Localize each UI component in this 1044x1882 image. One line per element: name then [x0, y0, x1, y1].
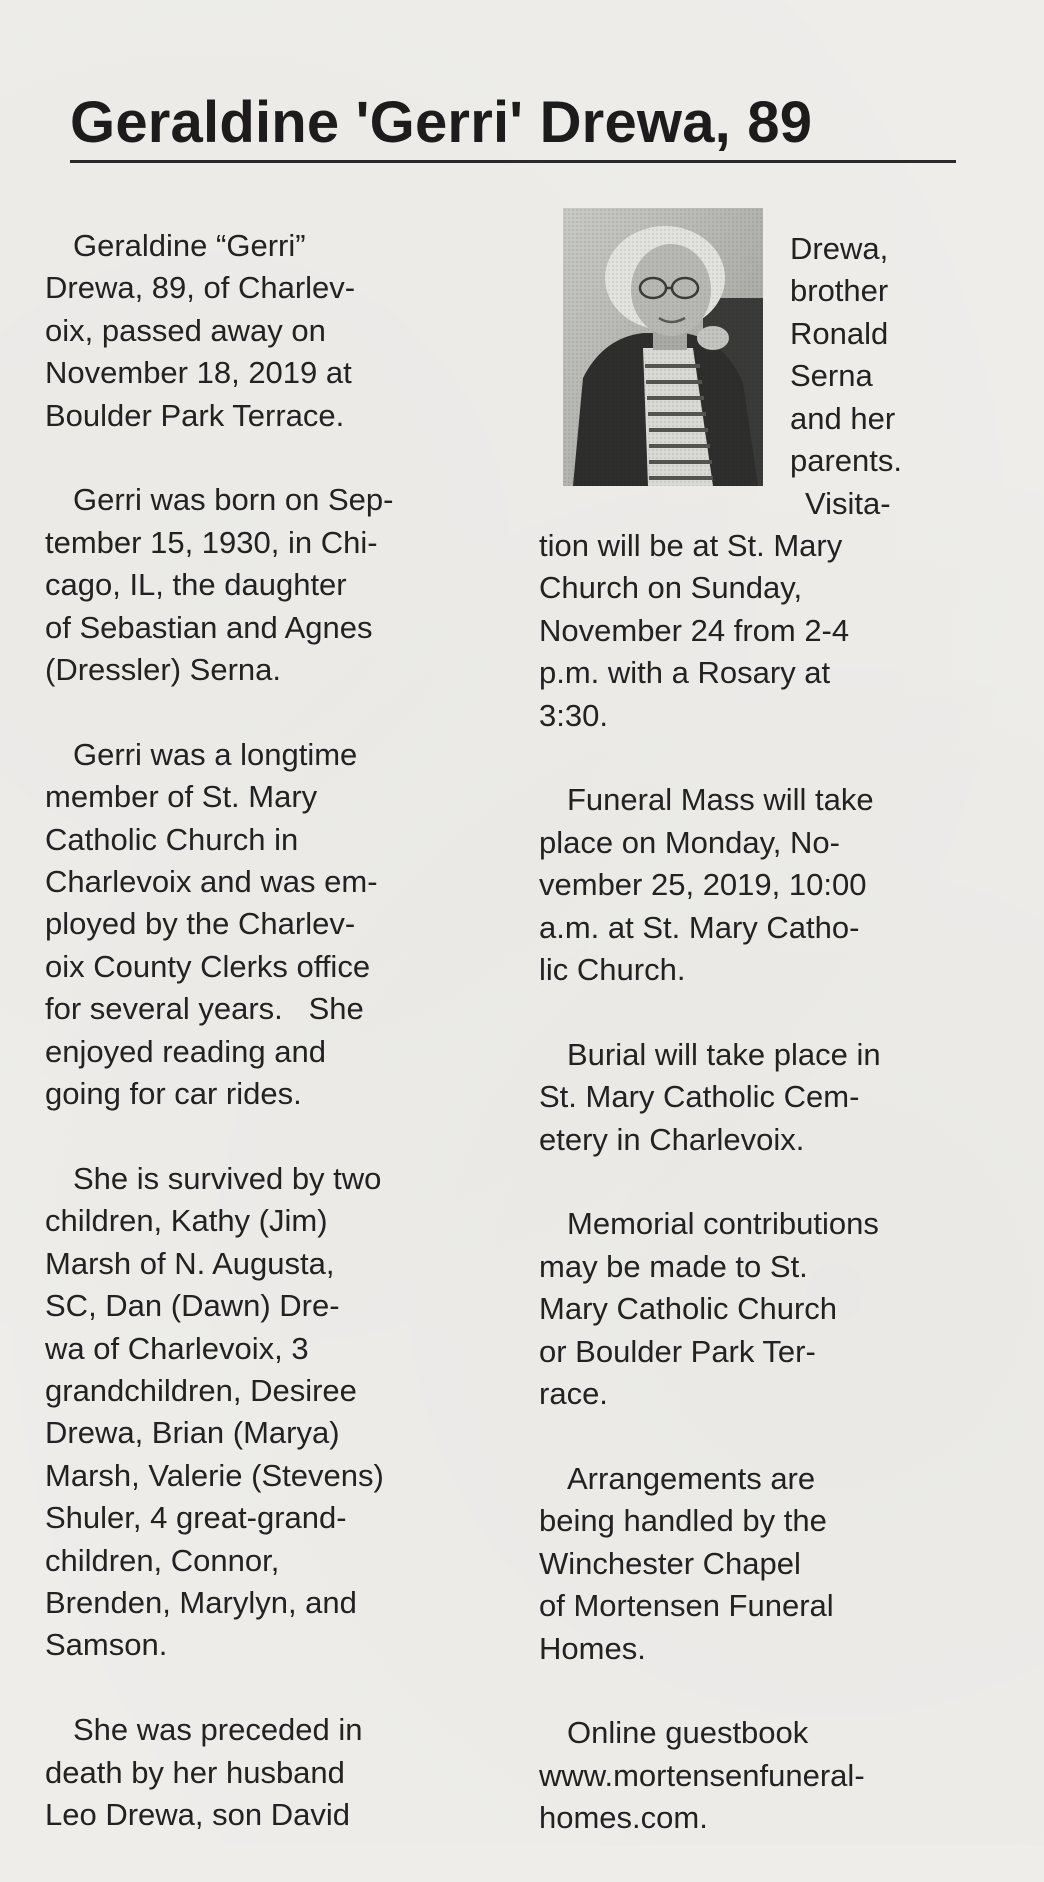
text-line: Drewa, — [790, 231, 889, 266]
text-line: Arrangements are — [567, 1460, 816, 1496]
text-line: She was preceded in — [73, 1712, 363, 1748]
text-line: Online guestbook — [567, 1715, 809, 1751]
text-line: may be made to St. — [539, 1248, 808, 1284]
text-line: race. — [539, 1376, 608, 1412]
text-line: St. Mary Catholic Cem- — [539, 1079, 860, 1115]
right-column — [539, 525, 1009, 1882]
text-line: a.m. at St. Mary Catho- — [539, 909, 860, 945]
text-line: member of St. Mary — [45, 779, 318, 815]
text-line: lic Church. — [539, 952, 686, 988]
text-line: going for car rides. — [45, 1076, 302, 1112]
text-line: Brenden, Marylyn, and — [45, 1584, 357, 1620]
paragraph-life — [45, 734, 515, 1116]
text-line: grandchildren, Desiree — [45, 1372, 357, 1408]
headline-rule — [70, 160, 956, 163]
text-line: enjoyed reading and — [45, 1033, 326, 1069]
text-line: tember 15, 1930, in Chi- — [45, 524, 378, 560]
text-line: SC, Dan (Dawn) Dre- — [45, 1288, 340, 1324]
visitation-start-text: Visita- — [805, 486, 891, 521]
text-line: oix, passed away on — [45, 312, 326, 348]
paragraph-death-notice — [45, 225, 515, 437]
text-line: Church on Sunday, — [539, 570, 803, 606]
text-line: etery in Charlevoix. — [539, 1121, 805, 1157]
text-line: Samson. — [45, 1627, 168, 1663]
text-line: Leo Drewa, son David — [45, 1796, 350, 1832]
text-line: and her — [790, 400, 896, 436]
text-line: for several years. She — [45, 991, 364, 1027]
text-line: 3:30. — [539, 697, 608, 733]
text-line: vember 25, 2019, 10:00 — [539, 867, 867, 903]
text-line: p.m. with a Rosary at — [539, 655, 831, 691]
text-line: Marsh of N. Augusta, — [45, 1245, 335, 1281]
text-line: Gerri was born on Sep- — [73, 482, 394, 518]
paragraph-visitation — [539, 525, 1009, 737]
portrait-image — [563, 208, 763, 486]
guestbook-url: homes.com. — [539, 1800, 708, 1836]
text-line: November 18, 2019 at — [45, 355, 352, 391]
paragraph-birth — [45, 479, 515, 691]
text-line: wa of Charlevoix, 3 — [45, 1330, 309, 1366]
text-line: tion will be at St. Mary — [539, 528, 843, 563]
paragraph-memorial — [539, 1203, 1009, 1415]
paragraph-guestbook — [539, 1712, 1009, 1839]
text-line: Marsh, Valerie (Stevens) — [45, 1457, 384, 1493]
text-line: Winchester Chapel — [539, 1545, 801, 1581]
text-line: Mary Catholic Church — [539, 1291, 838, 1327]
text-line: parents. — [790, 443, 903, 479]
text-line: ployed by the Charlev- — [45, 906, 356, 942]
text-line: (Dressler) Serna. — [45, 652, 281, 688]
photo-wrap-text — [790, 228, 902, 482]
text-line: Shuler, 4 great-grand- — [45, 1500, 347, 1536]
text-line: She is survived by two — [73, 1160, 382, 1196]
text-line: oix County Clerks office — [45, 948, 371, 984]
text-line: children, Connor, — [45, 1542, 280, 1578]
text-line: cago, IL, the daughter — [45, 567, 347, 603]
left-column — [45, 225, 515, 1879]
text-line: Boulder Park Terrace. — [45, 397, 345, 433]
text-line: Burial will take place in — [567, 1036, 881, 1072]
paragraph-burial — [539, 1034, 1009, 1161]
paragraph-survivors — [45, 1158, 515, 1667]
text-line: or Boulder Park Ter- — [539, 1333, 816, 1369]
text-line: November 24 from 2-4 — [539, 612, 850, 648]
text-line: Drewa, Brian (Marya) — [45, 1415, 340, 1451]
text-line: Geraldine “Gerri” — [73, 228, 306, 263]
guestbook-url: www.mortensenfuneral- — [539, 1757, 865, 1793]
text-line: children, Kathy (Jim) — [45, 1203, 328, 1239]
paragraph-funeral-mass — [539, 779, 1009, 991]
text-line: Drewa, 89, of Charlev- — [45, 270, 356, 306]
text-line: Gerri was a longtime — [73, 736, 358, 772]
text-line: being handled by the — [539, 1503, 827, 1539]
text-line: of Mortensen Funeral — [539, 1588, 834, 1624]
paragraph-preceded — [45, 1709, 515, 1836]
obituary-headline: Geraldine 'Gerri' Drewa, 89 — [70, 90, 813, 155]
text-line: death by her husband — [45, 1754, 345, 1790]
text-line: Ronald — [790, 315, 889, 351]
text-line: Catholic Church in — [45, 821, 299, 857]
text-line: place on Monday, No- — [539, 824, 840, 860]
portrait-photo — [563, 208, 763, 486]
text-line: Charlevoix and was em- — [45, 864, 378, 900]
text-line: brother — [790, 273, 889, 309]
text-line: of Sebastian and Agnes — [45, 609, 373, 645]
text-line: Memorial contributions — [567, 1206, 879, 1242]
text-line: Serna — [790, 358, 873, 394]
paragraph-arrangements — [539, 1458, 1009, 1670]
text-line: Funeral Mass will take — [567, 782, 874, 818]
text-line: Homes. — [539, 1630, 646, 1666]
